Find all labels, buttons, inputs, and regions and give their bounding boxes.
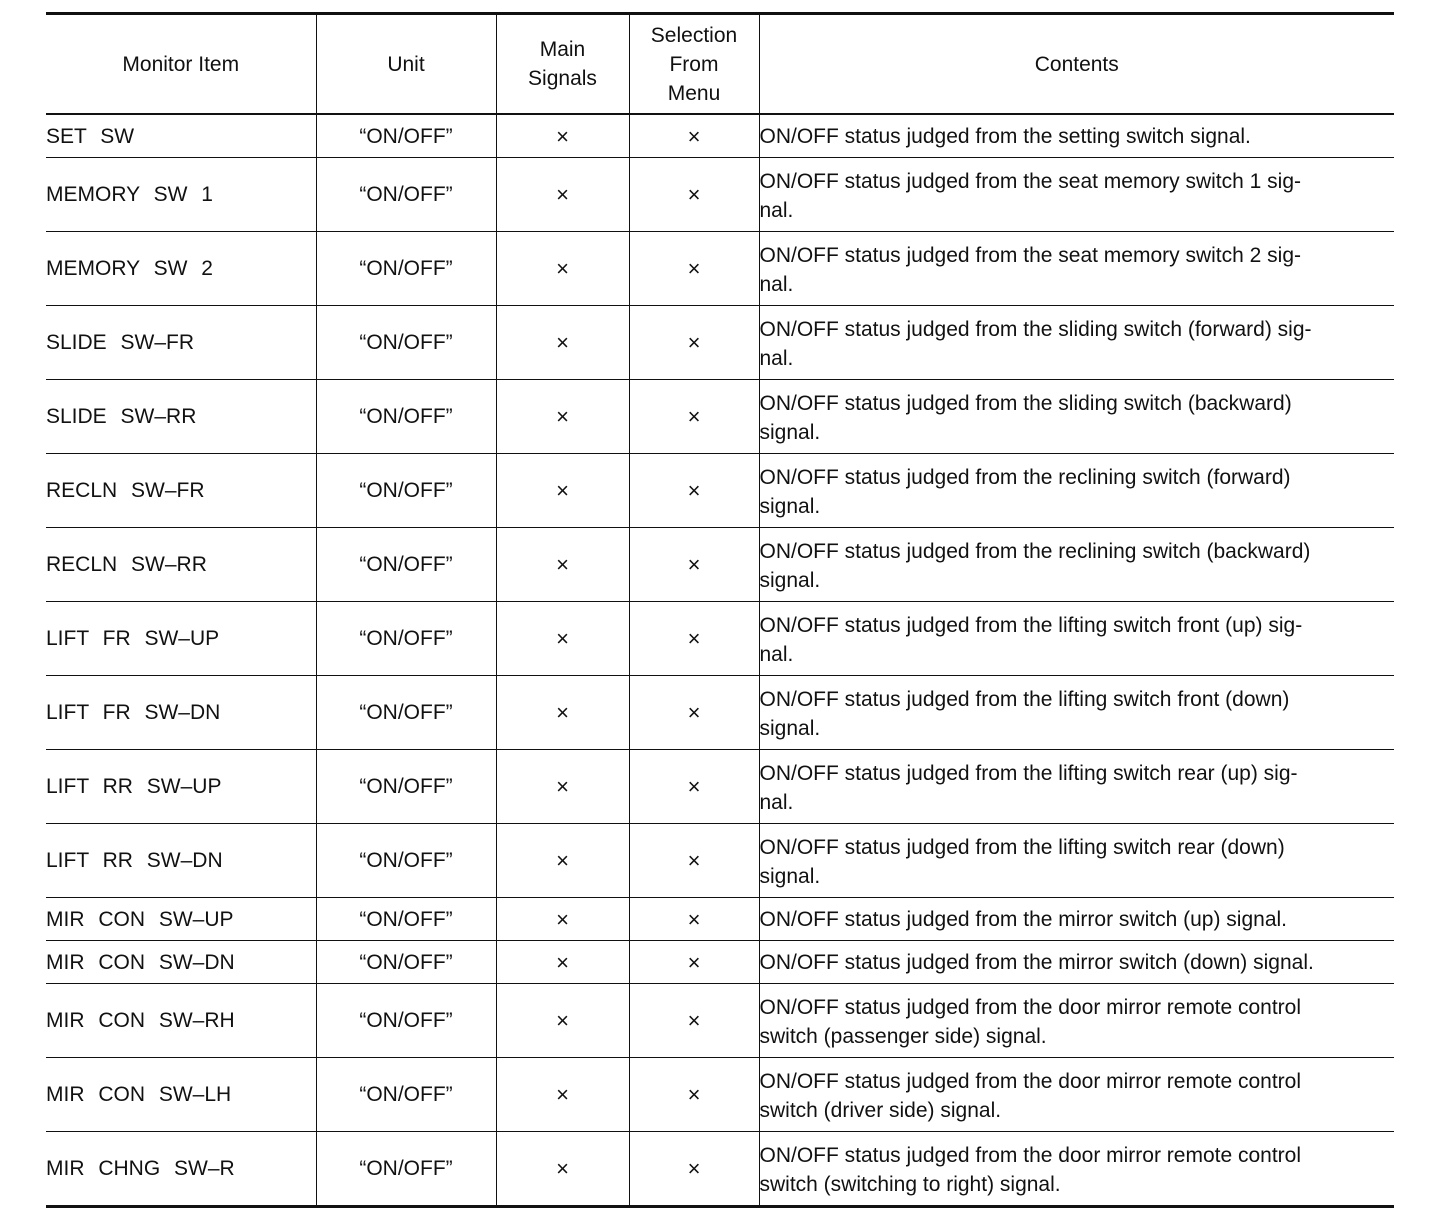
table-body — [46, 114, 1394, 1207]
main-signals-mark: × — [496, 1132, 629, 1207]
table-row — [46, 898, 1394, 941]
main-signals-mark: × — [496, 824, 629, 898]
contents-cell: ON/OFF status judged from the sliding switch (forward) sig- nal. — [759, 306, 1394, 380]
unit-cell: “ON/OFF” — [316, 750, 496, 824]
header-contents: Contents — [759, 14, 1394, 115]
monitor-item-cell: MIR CON SW–DN — [46, 941, 316, 984]
main-signals-mark: × — [496, 158, 629, 232]
main-signals-mark: × — [496, 676, 629, 750]
table-row — [46, 158, 1394, 232]
monitor-item-cell: LIFT FR SW–UP — [46, 602, 316, 676]
unit-cell: “ON/OFF” — [316, 824, 496, 898]
header-monitor-item: Monitor Item — [46, 14, 316, 115]
contents-cell: ON/OFF status judged from the reclining switch (backward) signal. — [759, 528, 1394, 602]
unit-cell: “ON/OFF” — [316, 528, 496, 602]
unit-cell: “ON/OFF” — [316, 941, 496, 984]
contents-cell: ON/OFF status judged from the sliding switch (backward) signal. — [759, 380, 1394, 454]
selection-from-menu-mark: × — [629, 1132, 759, 1207]
contents-cell: ON/OFF status judged from the door mirror remote control switch (switching to right) signal. — [759, 1132, 1394, 1207]
unit-cell: “ON/OFF” — [316, 984, 496, 1058]
selection-from-menu-mark: × — [629, 232, 759, 306]
contents-cell: ON/OFF status judged from the lifting switch rear (down) signal. — [759, 824, 1394, 898]
unit-cell: “ON/OFF” — [316, 1058, 496, 1132]
header-unit: Unit — [316, 14, 496, 115]
contents-cell: ON/OFF status judged from the setting switch signal. — [759, 114, 1394, 158]
main-signals-mark: × — [496, 984, 629, 1058]
table-row — [46, 824, 1394, 898]
unit-cell: “ON/OFF” — [316, 232, 496, 306]
monitor-item-cell: MEMORY SW 2 — [46, 232, 316, 306]
selection-from-menu-mark: × — [629, 941, 759, 984]
main-signals-mark: × — [496, 114, 629, 158]
monitor-item-cell: MIR CON SW–LH — [46, 1058, 316, 1132]
monitor-item-table — [46, 12, 1394, 1208]
contents-cell: ON/OFF status judged from the lifting switch front (down) signal. — [759, 676, 1394, 750]
header-selection-from-menu-label: Selection From Menu — [650, 23, 738, 105]
monitor-item-cell: MEMORY SW 1 — [46, 158, 316, 232]
main-signals-mark: × — [496, 602, 629, 676]
selection-from-menu-mark: × — [629, 454, 759, 528]
header-selection-from-menu — [629, 14, 759, 115]
unit-cell: “ON/OFF” — [316, 898, 496, 941]
monitor-item-cell: MIR CHNG SW–R — [46, 1132, 316, 1207]
contents-cell: ON/OFF status judged from the mirror switch (down) signal. — [759, 941, 1394, 984]
contents-cell: ON/OFF status judged from the reclining switch (forward) signal. — [759, 454, 1394, 528]
contents-cell: ON/OFF status judged from the door mirror remote control switch (passenger side) signal. — [759, 984, 1394, 1058]
unit-cell: “ON/OFF” — [316, 114, 496, 158]
unit-cell: “ON/OFF” — [316, 1132, 496, 1207]
selection-from-menu-mark: × — [629, 898, 759, 941]
table-row — [46, 750, 1394, 824]
selection-from-menu-mark: × — [629, 984, 759, 1058]
contents-cell: ON/OFF status judged from the door mirror remote control switch (driver side) signal. — [759, 1058, 1394, 1132]
table-row — [46, 676, 1394, 750]
monitor-item-cell: MIR CON SW–UP — [46, 898, 316, 941]
selection-from-menu-mark: × — [629, 306, 759, 380]
monitor-item-cell: RECLN SW–RR — [46, 528, 316, 602]
monitor-item-cell: SLIDE SW–FR — [46, 306, 316, 380]
contents-cell: ON/OFF status judged from the lifting switch front (up) sig- nal. — [759, 602, 1394, 676]
main-signals-mark: × — [496, 232, 629, 306]
table-row — [46, 1132, 1394, 1207]
main-signals-mark: × — [496, 306, 629, 380]
selection-from-menu-mark: × — [629, 528, 759, 602]
table-row — [46, 306, 1394, 380]
monitor-item-cell: LIFT FR SW–DN — [46, 676, 316, 750]
selection-from-menu-mark: × — [629, 676, 759, 750]
unit-cell: “ON/OFF” — [316, 306, 496, 380]
table-row — [46, 1058, 1394, 1132]
main-signals-mark: × — [496, 750, 629, 824]
main-signals-mark: × — [496, 528, 629, 602]
contents-cell: ON/OFF status judged from the mirror switch (up) signal. — [759, 898, 1394, 941]
main-signals-mark: × — [496, 1058, 629, 1132]
selection-from-menu-mark: × — [629, 380, 759, 454]
unit-cell: “ON/OFF” — [316, 602, 496, 676]
header-main-signals-label: Main Signals — [528, 38, 597, 90]
unit-cell: “ON/OFF” — [316, 676, 496, 750]
contents-cell: ON/OFF status judged from the seat memory switch 2 sig- nal. — [759, 232, 1394, 306]
selection-from-menu-mark: × — [629, 602, 759, 676]
selection-from-menu-mark: × — [629, 750, 759, 824]
selection-from-menu-mark: × — [629, 158, 759, 232]
table-row — [46, 114, 1394, 158]
main-signals-mark: × — [496, 941, 629, 984]
monitor-item-cell: SLIDE SW–RR — [46, 380, 316, 454]
unit-cell: “ON/OFF” — [316, 454, 496, 528]
selection-from-menu-mark: × — [629, 824, 759, 898]
monitor-item-cell: LIFT RR SW–DN — [46, 824, 316, 898]
table-row — [46, 454, 1394, 528]
table-row — [46, 984, 1394, 1058]
table-header — [46, 14, 1394, 115]
table-row — [46, 380, 1394, 454]
unit-cell: “ON/OFF” — [316, 380, 496, 454]
table-row — [46, 602, 1394, 676]
monitor-item-cell: SET SW — [46, 114, 316, 158]
monitor-item-cell: LIFT RR SW–UP — [46, 750, 316, 824]
table-row — [46, 232, 1394, 306]
contents-cell: ON/OFF status judged from the lifting switch rear (up) sig- nal. — [759, 750, 1394, 824]
unit-cell: “ON/OFF” — [316, 158, 496, 232]
header-row — [46, 14, 1394, 115]
selection-from-menu-mark: × — [629, 1058, 759, 1132]
contents-cell: ON/OFF status judged from the seat memory switch 1 sig- nal. — [759, 158, 1394, 232]
monitor-item-cell: MIR CON SW–RH — [46, 984, 316, 1058]
selection-from-menu-mark: × — [629, 114, 759, 158]
table-row — [46, 941, 1394, 984]
main-signals-mark: × — [496, 380, 629, 454]
monitor-item-cell: RECLN SW–FR — [46, 454, 316, 528]
main-signals-mark: × — [496, 898, 629, 941]
header-main-signals — [496, 14, 629, 115]
table-row — [46, 528, 1394, 602]
main-signals-mark: × — [496, 454, 629, 528]
